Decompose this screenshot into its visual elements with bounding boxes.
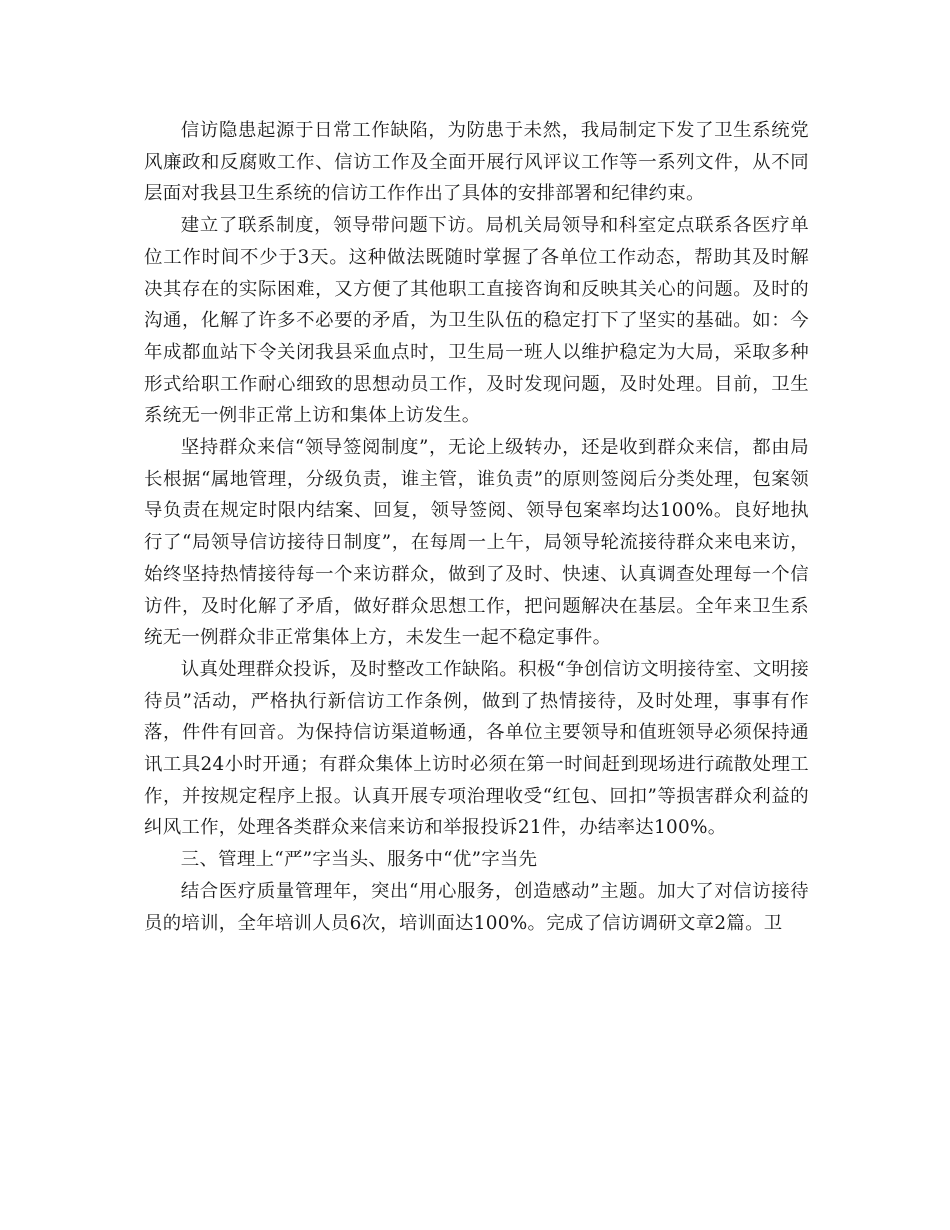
paragraph-contact-system: 建立了联系制度，领导带问题下访。局机关局领导和科室定点联系各医疗单位工作时间不少于3天。这种做法既随时掌握了各单位工作动态，帮助其及时解决其存在的实际困难，又方便了其他职工直接咨询和反映其关心的问题。及时的沟通，化解了许多不必要的矛盾，为卫生队伍的稳定打下了坚实的基础。如：今年成都血站下令关闭我县采血点时，卫生局一班人以维护稳定为大局，采取多种形式给职工作耐心细致的思想动员工作，及时发现问题，及时处理。目前，卫生系统无一例非正常上访和集体上访发生。 [144, 215, 809, 427]
section-heading-management: 三、管理上“严”字当头、服务中“优”字当先 [180, 849, 538, 871]
paragraph-quality-management: 结合医疗质量管理年，突出“用心服务，创造感动”主题。加大了对信访接待员的培训，全年培训人员6次，培训面达100%。完成了信访调研文章2篇。卫 [144, 880, 809, 934]
paragraph-handle-complaints: 认真处理群众投诉，及时整改工作缺陷。积极“争创信访文明接待室、文明接待员”活动，严格执行新信访工作条例，做到了热情接待，及时处理，事事有作落，件件有回音。为保持信访渠道畅通，各单位主要领导和值班领导必须保持通讯工具24小时开通；有群众集体上访时必须在第一时间赶到现场进行疏散处理工作，并按规定程序上报。认真开展专项治理收受“红包、回扣”等损害群众利益的纠风工作，处理各类群众来信来访和举报投诉21件，办结率达100%。 [144, 658, 809, 839]
document-body [144, 115, 809, 939]
paragraph-complaint-prevention: 信访隐患起源于日常工作缺陷，为防患于未然，我局制定下发了卫生系统党风廉政和反腐败工作、信访工作及全面开展行风评议工作等一系列文件，从不同层面对我县卫生系统的信访工作作出了具体的安排部署和纪律约束。 [144, 120, 809, 205]
paragraph-letter-review: 坚持群众来信“领导签阅制度”，无论上级转办，还是收到群众来信，都由局长根据“属地管理，分级负责，谁主管，谁负责”的原则签阅后分类处理，包案领导负责在规定时限内结案、回复，领导签阅、领导包案率均达100%。良好地执行了“局领导信访接待日制度”，在每周一上午，局领导轮流接待群众来电来访，始终坚持热情接待每一个来访群众，做到了及时、快速、认真调查处理每一个信访件，及时化解了矛盾，做好群众思想工作，把问题解决在基层。全年来卫生系统无一例群众非正常集体上方，未发生一起不稳定事件。 [144, 437, 809, 649]
